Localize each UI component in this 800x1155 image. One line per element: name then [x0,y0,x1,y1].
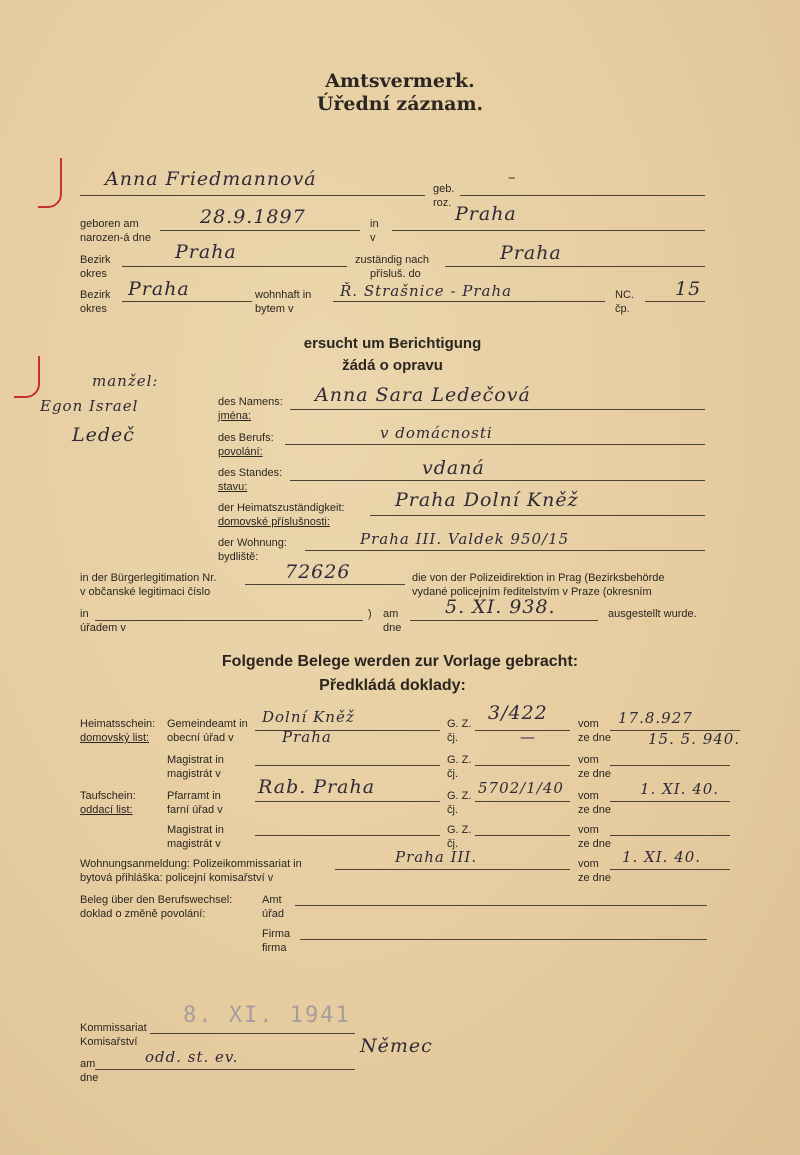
issuer-cz: vydané policejním ředitelstvím v Praze (okresním [412,586,652,598]
request-title-cz: žádá o opravu [342,357,443,374]
title-de: Amtsvermerk. [325,70,475,92]
pfarramt-line [255,801,440,802]
row-namens-de: des Namens: [218,396,283,408]
legit-date-line [410,620,598,621]
row-wohnung-line [305,550,705,551]
born-label-de: geboren am [80,218,139,230]
firma-cz: firma [262,942,287,954]
gz2-line [475,801,570,802]
okres-label: okres [80,268,107,280]
gz-m2-label: G. Z. [447,824,472,836]
paren-close: ) [368,608,372,620]
gemeindeamt-value: Dolní Kněž [262,708,355,726]
zedne2-label: ze dne [578,804,612,816]
taufschein-de: Taufschein: [80,790,136,802]
v-label: v [370,232,376,244]
margin-note-line2: Egon Israel [40,397,139,415]
row-heimat-de: der Heimatszuständigkeit: [218,502,345,514]
name-value: Anna Friedmannová [105,168,317,190]
legit-cz: v občanské legitimaci číslo [80,586,211,598]
row-wohnung-de: der Wohnung: [218,537,287,549]
documents-title-de: Folgende Belege werden zur Vorlage gebracht: [221,653,579,670]
vom3-line [610,869,730,870]
born-date-value: 28.9.1897 [200,206,306,228]
in-line [95,620,363,621]
polizei-value: Praha III. [395,848,478,866]
geb-label: geb. [433,183,455,195]
magistrat2-de: Magistrat in [167,824,224,836]
nc-label: NC. [615,289,634,301]
zustandig-value: Praha [500,242,562,264]
roz-label: roz. [433,197,452,209]
row-standes-line [290,480,705,481]
date-stamp: 8. XI. 1941 [183,1003,351,1028]
row-berufs-line [285,444,705,445]
cj1-label: čj. [447,732,458,744]
request-title-de: ersucht um Berichtigung [303,335,482,352]
issuer-de: die von der Polizeidirektion in Prag (Bezirksbehörde [412,572,665,584]
wohnhaft-label-de: wohnhaft in [255,289,312,301]
margin-note-line1: manžel: [92,372,159,390]
in-label-2: in [80,608,89,620]
row-wohnung-cz: bydliště: [218,551,259,563]
cj1-value: — [520,728,536,746]
taufschein-cz: oddací list: [80,804,133,816]
amt-line [295,905,707,906]
gemeindeamt-de: Gemeindeamt in [167,718,248,730]
kommissariat-de: Kommissariat [80,1022,147,1034]
zustandig-label-de: zuständig nach [355,254,429,266]
pfarramt-cz: farní úřad v [167,804,223,816]
cj-m1-label: čj. [447,768,458,780]
magistrat2-cz: magistrát v [167,838,221,850]
vom1-value: 17.8.927 [618,709,693,727]
amt-cz: úřad [262,908,285,920]
title-cz: Úřední záznam. [316,93,484,115]
row-namens-cz: jména: [218,410,252,422]
row-heimat-cz: domovské příslušnosti: [218,516,330,528]
red-bracket-mark [38,158,62,208]
zustandig-label-cz: přísluš. do [370,268,421,280]
born-place-line [392,230,705,231]
in-label: in [370,218,379,230]
row-namens-value: Anna Sara Ledečová [315,384,531,406]
nc-value: 15 [675,278,702,300]
nc-line [645,301,705,302]
wohnung-de: Wohnungsanmeldung: Polizeikommissariat in [80,858,302,870]
geb-value: – [508,168,517,186]
legit-number-line [245,584,405,585]
born-date-line [160,230,360,231]
cj2-label: čj. [447,804,458,816]
am-footer-line [95,1069,355,1070]
born-place-value: Praha [455,203,517,225]
am-label: am [383,608,399,620]
vom1-label: vom [578,718,599,730]
firma-de: Firma [262,928,291,940]
geb-line [460,195,705,196]
magistrat2-line [255,835,440,836]
row-wohnung-value: Praha III. Valdek 950/15 [360,530,570,548]
row-heimat-line [370,515,705,516]
born-label-cz: narozen-á dne [80,232,151,244]
documents-title-cz: Předkládá doklady: [319,677,466,694]
vom1-line [610,730,740,731]
heimatschein-de: Heimatsschein: [80,718,156,730]
gz-m2-line [475,835,570,836]
row-berufs-value: v domácnosti [380,424,493,442]
heimatschein-cz: domovský list: [80,732,150,744]
vom-m1-label: vom [578,754,599,766]
vom3-label: vom [578,858,599,870]
okres2-label: okres [80,303,107,315]
zedne3-label: ze dne [578,872,612,884]
row-berufs-de: des Berufs: [218,432,274,444]
beleg-cz: doklad o změně povolání: [80,908,206,920]
legit-number: 72626 [285,561,351,583]
row-standes-cz: stavu: [218,481,248,493]
polizei-line [335,869,570,870]
row-standes-value: vdaná [422,457,485,479]
bezirk2-value: Praha [128,278,190,300]
wohnhaft-value: Ř. Strašnice - Praha [340,282,513,300]
firma-line [300,939,707,940]
pfarramt-value: Rab. Praha [258,776,376,798]
amt-de: Amt [262,894,282,906]
beleg-de: Beleg über den Berufswechsel: [80,894,233,906]
magistrat1-de: Magistrat in [167,754,224,766]
zedne1-value: 15. 5. 940. [648,730,741,748]
vom3-value: 1. XI. 40. [622,848,702,866]
am-footer-label: am [80,1058,96,1070]
vom2-line [610,801,730,802]
cj-m2-label: čj. [447,838,458,850]
legit-date: 5. XI. 938. [445,596,556,618]
cp-label: čp. [615,303,630,315]
vom2-label: vom [578,790,599,802]
gemeindeamt-line [255,730,440,731]
gz2-label: G. Z. [447,790,472,802]
kommissariat-cz: Komisařství [80,1036,138,1048]
ausgestellt-label: ausgestellt wurde. [608,608,697,620]
magistrat1-line [255,765,440,766]
legit-de: in der Bürgerlegitimation Nr. [80,572,217,584]
gz-m1-line [475,765,570,766]
gz1-value: 3/422 [488,702,548,724]
vom-m2-label: vom [578,824,599,836]
wohnung-cz: bytová přihláška: policejní komisařství v [80,872,274,884]
uradem-label: úřadem v [80,622,126,634]
wohnhaft-line [333,301,605,302]
zedne-m2-label: ze dne [578,838,612,850]
gemeindeamt-cz: obecní úřad v [167,732,234,744]
signature: Němec [360,1035,433,1057]
kommissariat-line [150,1033,355,1034]
wohnhaft-label-cz: bytem v [255,303,294,315]
bezirk1-line [122,266,347,267]
zedne1-label: ze dne [578,732,612,744]
bezirk2-label: Bezirk [80,289,111,301]
dne-label: dne [383,622,402,634]
row-namens-line [290,409,705,410]
row-berufs-cz: povolání: [218,446,263,458]
vom-m2-line [610,835,730,836]
vom-m1-line [610,765,730,766]
zustandig-line [445,266,705,267]
dne-footer-label: dne [80,1072,99,1084]
name-line [80,195,425,196]
gz2-value: 5702/1/40 [478,779,564,797]
row-heimat-value: Praha Dolní Kněž [395,489,579,511]
bezirk-label: Bezirk [80,254,111,266]
row-standes-de: des Standes: [218,467,283,479]
margin-note-line3: Ledeč [72,424,135,446]
gz1-label: G. Z. [447,718,472,730]
gz-m1-label: G. Z. [447,754,472,766]
gemeindeamt-cz-value: Praha [282,728,332,746]
pfarramt-de: Pfarramt in [167,790,221,802]
gz1-line [475,730,570,731]
vom2-value: 1. XI. 40. [640,780,720,798]
bezirk2-line [122,301,252,302]
zedne-m1-label: ze dne [578,768,612,780]
magistrat1-cz: magistrát v [167,768,221,780]
office-value: odd. st. ev. [145,1048,239,1066]
bezirk1-value: Praha [175,241,237,263]
